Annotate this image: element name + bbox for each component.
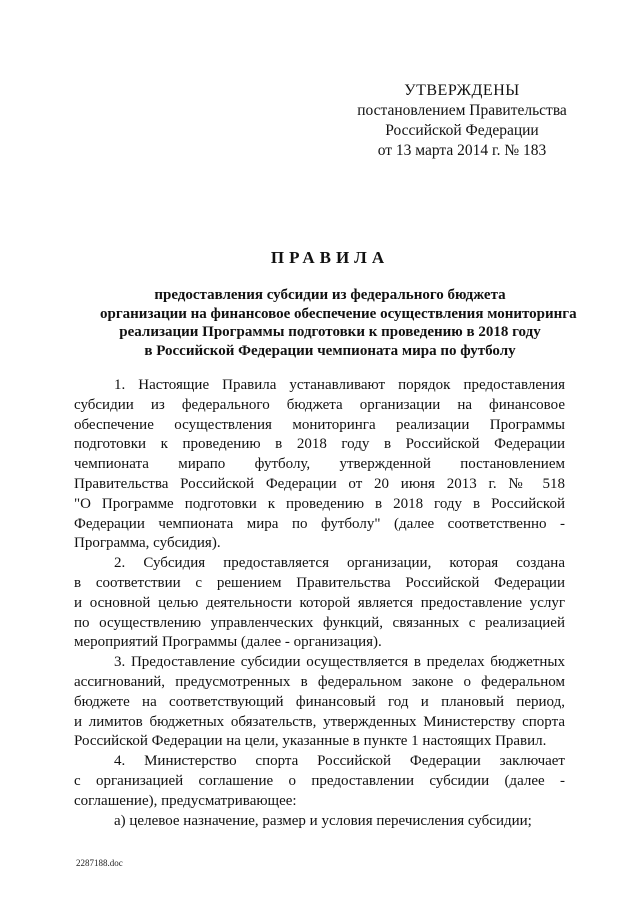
text-line: а) целевое назначение, размер и условия перечисления субсидии; bbox=[114, 812, 532, 829]
text-line: 1. Настоящие Правила устанавливают порядок предоставления bbox=[114, 377, 565, 393]
subtitle-line: в Российской Федерации чемпионата мира по футболу bbox=[144, 342, 516, 359]
text-line: мероприятий Программы (далее - организация). bbox=[74, 634, 382, 651]
subtitle-line: реализации Программы подготовки к проведению в 2018 году bbox=[119, 324, 541, 340]
text-line: 4. Министерство спорта Российской Федерации заключает bbox=[114, 753, 565, 770]
text-line: 3. Предоставление субсидии осуществляется в пределах бюджетных bbox=[114, 654, 565, 671]
text-line: чемпионата мирапо футболу, утвержденной постановлением bbox=[74, 456, 565, 473]
text-line: "О Программе подготовки к проведению в 2018 году в Российской bbox=[74, 495, 565, 512]
text-line: бюджете на соответствующий финансовый год и плановый период, bbox=[74, 693, 565, 710]
document-title bbox=[100, 248, 577, 360]
text-line: в соответствии с решением Правительства Российской Федерации bbox=[74, 574, 565, 591]
paragraph-2 bbox=[74, 554, 565, 653]
approval-block bbox=[342, 81, 582, 161]
text-line: Правительства Российской Федерации от 20 июня 2013 г. № 518 bbox=[74, 475, 565, 492]
text-line: Российской Федерации на цели, указанные в пункте 1 настоящих Правил. bbox=[74, 733, 547, 750]
text-line: ассигнований, предусмотренных в федеральном законе о федеральном bbox=[74, 673, 565, 690]
text-line: и лимитов бюджетных обязательств, утвержденных Министерству спорта bbox=[74, 713, 565, 730]
subtitle-line: предоставления субсидии из федерального бюджета bbox=[154, 287, 506, 303]
subtitle-line: организации на финансовое обеспечение осуществления мониторинга bbox=[100, 305, 577, 322]
text-line: подготовки к проведению в 2018 году в Российской Федерации bbox=[74, 436, 565, 453]
text-line: Программа, субсидия). bbox=[74, 535, 221, 552]
text-line: субсидии из федерального бюджета организации на финансовое bbox=[74, 396, 565, 413]
paragraph-4a bbox=[74, 812, 565, 832]
paragraph-3 bbox=[74, 653, 565, 752]
text-line: и основной целью деятельности которой является предоставление услуг bbox=[74, 594, 565, 611]
approval-line-2: Российской Федерации bbox=[385, 122, 539, 139]
text-line: по осуществлению управленческих функций, связанных с реализацией bbox=[74, 614, 565, 631]
document-code: 2287188.doc bbox=[76, 858, 123, 868]
approved-label: УТВЕРЖДЕНЫ bbox=[404, 82, 520, 99]
document-body bbox=[74, 376, 565, 831]
paragraph-1 bbox=[74, 376, 565, 554]
paragraph-4 bbox=[74, 752, 565, 811]
rules-heading: ПРАВИЛА bbox=[270, 248, 390, 267]
text-line: Федерации чемпионата мира по футболу" (далее соответственно - bbox=[74, 515, 565, 532]
text-line: соглашение), предусматривающее: bbox=[74, 792, 297, 809]
approval-line-1: постановлением Правительства bbox=[357, 102, 567, 119]
text-line: с организацией соглашение о предоставлении субсидии (далее - bbox=[74, 772, 565, 789]
text-line: обеспечение осуществления мониторинга реализации Программы bbox=[74, 416, 565, 433]
approval-line-3: от 13 марта 2014 г. № 183 bbox=[377, 142, 547, 159]
text-line: 2. Субсидия предоставляется организации, которая создана bbox=[114, 555, 565, 572]
